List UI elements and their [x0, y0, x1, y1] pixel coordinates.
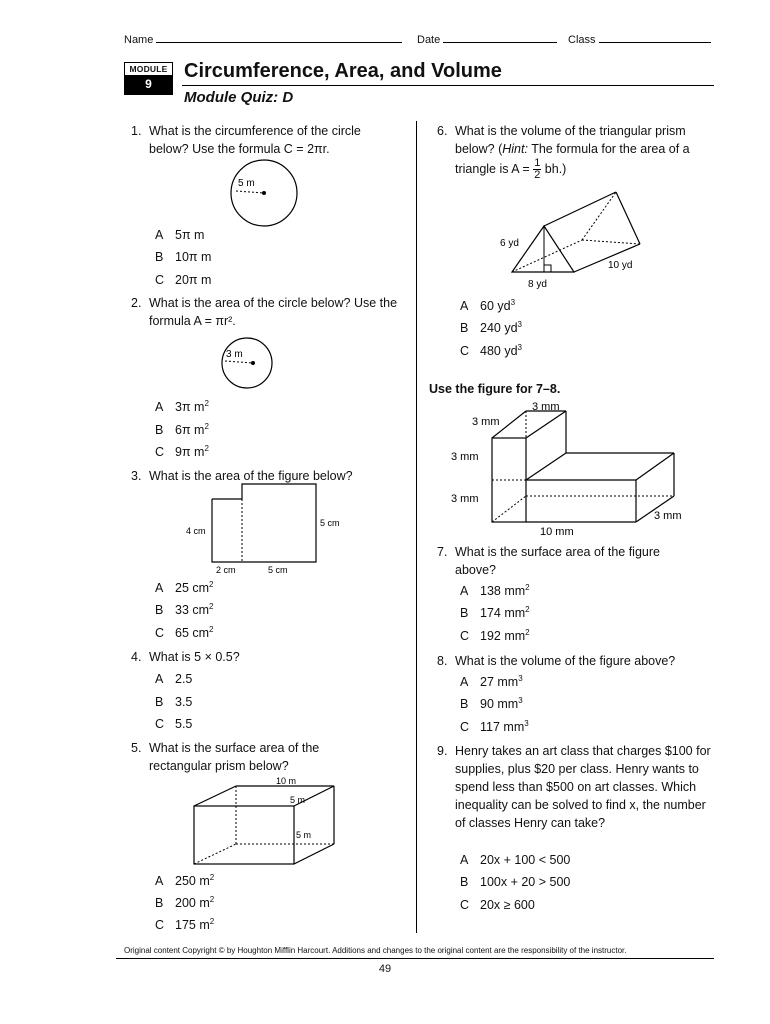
circle-figure-2 — [215, 332, 275, 392]
question-number: 2. — [131, 296, 142, 310]
option-6b: B 240 $yd^3$ — [460, 320, 522, 335]
question-text: What is the surface area of the figure above? — [455, 545, 660, 577]
option-4b: B 3.5 — [155, 695, 193, 709]
option-1c: C 20π m — [155, 273, 212, 287]
right-height-label: 5 cm — [320, 518, 340, 528]
date-line — [443, 32, 557, 43]
length-label: 10 yd — [608, 260, 633, 271]
question-number: 4. — [131, 650, 142, 664]
question-number: 6. — [437, 124, 448, 138]
name-line — [156, 32, 402, 43]
date-field — [417, 32, 557, 46]
depth-label: 5 m — [290, 795, 306, 805]
copyright-footer: Original content Copyright © by Houghton Mifflin Harcourt. Additions and changes to the original content are the responsibility of the instructor. — [124, 946, 627, 955]
length-label: 10 m — [276, 776, 297, 786]
option-4c: C 5.5 — [155, 717, 193, 731]
class-label: Class — [568, 34, 596, 46]
circle-figure-1 — [228, 158, 302, 230]
option-2c: C 9π $m^2$ — [155, 444, 209, 459]
name-field — [124, 32, 402, 46]
option-6a: A 60 $yd^3$ — [460, 298, 516, 313]
option-1a: A 5π m — [155, 228, 205, 242]
option-9a: A 20x + 100 < 500 — [460, 853, 571, 867]
class-field — [568, 32, 711, 46]
question-text: What is 5 × 0.5? — [149, 650, 240, 664]
height-label: 5 m — [296, 830, 312, 840]
column-divider — [416, 121, 417, 933]
footer-rule — [116, 958, 714, 959]
question-number: 5. — [131, 741, 142, 755]
page-number: 49 — [378, 963, 392, 975]
option-3b: B 33 $cm^2$ — [155, 602, 214, 617]
title-rule — [182, 85, 714, 86]
option-6c: C 480 $yd^3$ — [460, 343, 522, 358]
option-3a: A 25 $cm^2$ — [155, 580, 214, 595]
page-title: Circumference, Area, and Volume — [184, 60, 502, 82]
radius-label: 3 m — [226, 349, 243, 360]
left-height-label: 4 cm — [186, 526, 206, 536]
page-subtitle: Module Quiz: D — [184, 89, 294, 106]
question-text: What is the area of the figure below? — [149, 469, 353, 483]
option-3c: C 65 $cm^2$ — [155, 625, 214, 640]
figure-heading: Use the figure for 7–8. — [429, 382, 561, 396]
question-number: 9. — [437, 744, 448, 758]
question-number: 8. — [437, 654, 448, 668]
option-9c: C 20x ≥ 600 — [460, 898, 535, 912]
option-7a: A 138 $mm^2$ — [460, 583, 530, 598]
option-5b: B 200 $m^2$ — [155, 895, 215, 910]
module-badge — [124, 62, 173, 95]
option-2a: A 3π $m^2$ — [155, 399, 209, 414]
option-8b: B 90 $mm^3$ — [460, 696, 523, 711]
module-label: MODULE — [129, 64, 168, 74]
question-text: What is the circumference of the circle below? Use the formula C = 2πr. — [149, 124, 361, 156]
height-label: 6 yd — [500, 238, 519, 249]
option-8a: A 27 $mm^3$ — [460, 674, 523, 689]
option-7c: C 192 $mm^2$ — [460, 628, 530, 643]
option-5c: C 175 $m^2$ — [155, 917, 215, 932]
module-number: 9 — [125, 75, 172, 94]
length-label: 10 mm — [540, 526, 574, 538]
depth-label: 3 mm — [654, 510, 682, 522]
option-9b: B 100x + 20 > 500 — [460, 875, 571, 889]
top-depth-label: 3 mm — [532, 401, 560, 413]
radius-label: 5 m — [238, 178, 255, 189]
option-1b: B 10π m — [155, 250, 212, 264]
top-width-label: 3 mm — [472, 416, 500, 428]
top-height-label: 3 mm — [451, 451, 479, 463]
question-text: What is the area of the circle below? Use the formula A = πr². — [149, 296, 398, 328]
right-width-label: 5 cm — [268, 565, 288, 575]
l-shaped-prism-figure — [446, 398, 696, 540]
class-line — [599, 32, 711, 43]
question-number: 7. — [437, 545, 448, 559]
question-text: What is the volume of the figure above? — [455, 654, 676, 668]
rect-prism-figure — [186, 776, 346, 870]
name-label: Name — [124, 34, 154, 46]
question-number: 3. — [131, 469, 142, 483]
question-text: What is the surface area of the rectangular prism below? — [149, 741, 320, 773]
option-2b: B 6π $m^2$ — [155, 422, 209, 437]
question-text: Henry takes an art class that charges $100 for supplies, plus $20 per class. Henry wants to spend less than $500 on art classes. Which inequality can be solved to find x, the number of classes Henry can take? — [455, 744, 711, 830]
option-5a: A 250 $m^2$ — [155, 873, 215, 888]
triangular-prism-figure — [496, 190, 646, 290]
left-width-label: 2 cm — [216, 565, 236, 575]
question-text: What is the volume of the triangular prism below? (Hint: The formula for the area of a triangle is A = $\frac{1}{2}$ bh.) — [455, 124, 690, 181]
date-label: Date — [417, 34, 441, 46]
option-8c: C 117 $mm^3$ — [460, 719, 529, 734]
composite-rect-figure — [180, 482, 360, 580]
question-number: 1. — [131, 124, 142, 138]
option-4a: A 2.5 — [155, 672, 193, 686]
base-label: 8 yd — [528, 279, 547, 290]
bottom-height-label: 3 mm — [451, 493, 479, 505]
option-7b: B 174 $mm^2$ — [460, 605, 530, 620]
